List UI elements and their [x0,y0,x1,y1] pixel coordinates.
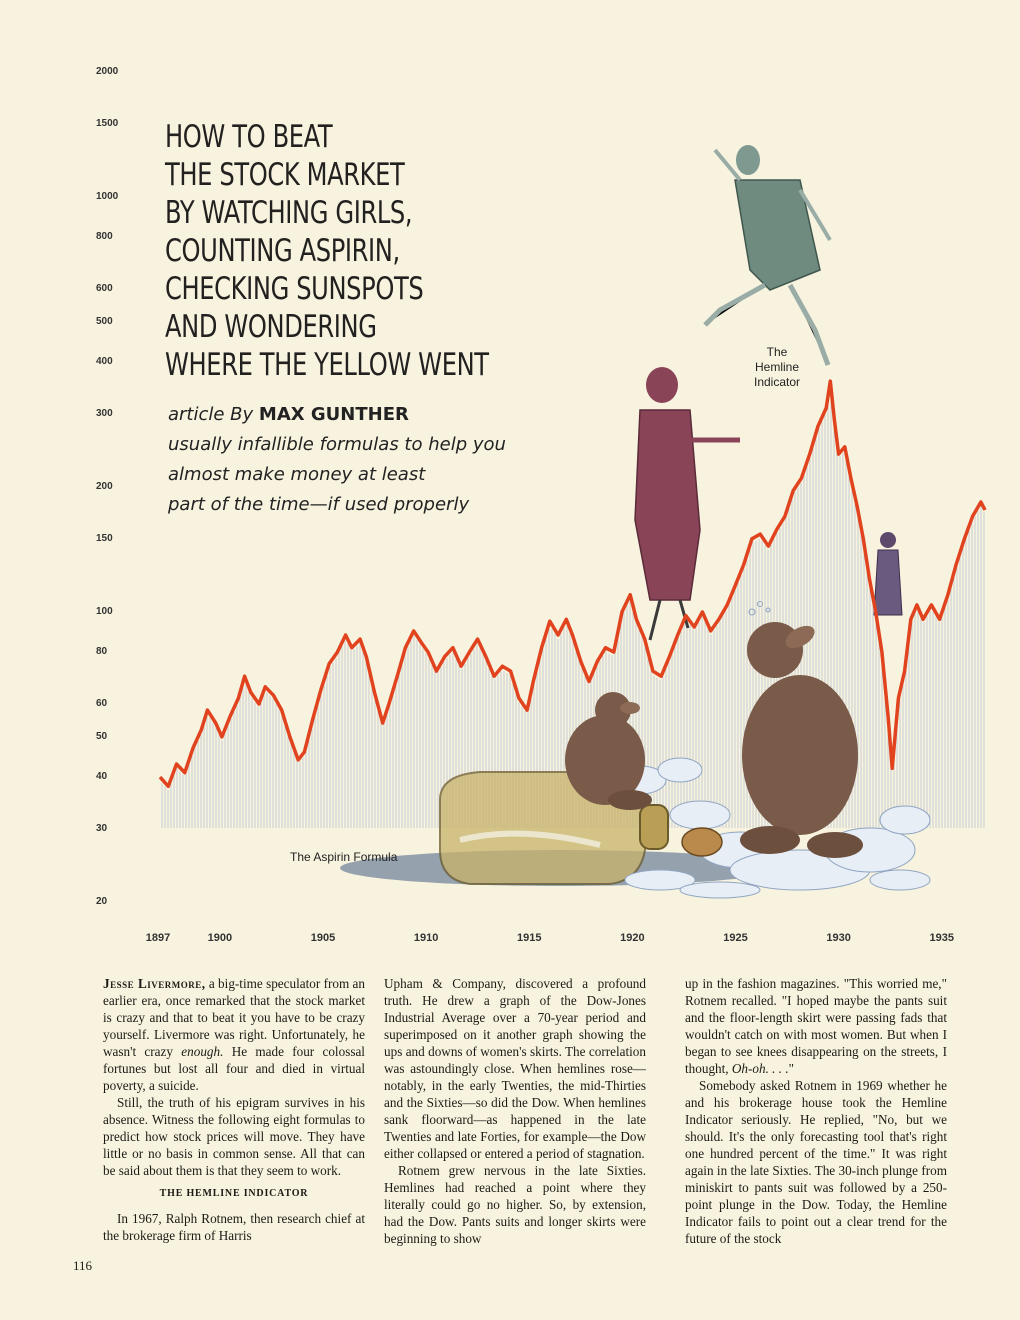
deck-line: almost make money at least [168,464,426,485]
body-paragraph: Upham & Company, discovered a profound truth. He drew a graph of the Dow-Jones Industrial Average over a 70-year period and superimposed on it another graph showing the ups and downs of women's skirts. The correlation was astoundingly close. When hemlines rose—notably, in the early Twenties, the mid-Thirties and the Sixties—so did the Dow. When hemlines sank floorward—as happened in the late Twenties and late Forties, for example—the Dow either collapsed or entered a period of stagnation. [384,976,646,1161]
headline-line: AND WONDERING [165,309,377,345]
y-tick-label: 100 [96,605,113,617]
body-column-1 [103,975,365,1244]
byline-prefix: article By [168,404,259,425]
small-bear-illustration [565,692,652,810]
x-tick-label: 1920 [620,932,645,944]
y-tick-label: 1000 [96,190,119,202]
y-tick-label: 40 [96,771,108,783]
deck-line: part of the time—if used properly [168,494,470,515]
body-paragraph: In 1967, Ralph Rotnem, then research chief at the brokerage firm of Harris [103,1211,365,1243]
headline-line: WHERE THE YELLOW WENT [165,347,489,383]
x-tick-label: 1897 [145,932,171,944]
headline-line: HOW TO BEAT [165,119,333,155]
y-tick-label: 400 [96,356,113,368]
headline [165,118,580,384]
lead-in: Jesse Livermore, [103,976,206,991]
flapper-dancer-illustration [705,145,830,365]
headline-line: BY WATCHING GIRLS, [165,195,413,231]
x-tick-label: 1935 [929,932,954,944]
caption-line: The [766,345,788,359]
y-tick-label: 300 [96,407,113,419]
y-tick-label: 200 [96,481,113,492]
large-bear-illustration [740,602,863,859]
caption-line: Indicator [753,375,801,389]
x-tick-label: 1915 [517,932,542,944]
body-column-2 [384,975,646,1247]
byline-author: MAX GUNTHER [258,404,409,425]
y-tick-label: 60 [96,697,108,709]
small-woman-illustration [874,532,902,615]
hemline-caption [738,345,816,390]
y-tick-label: 150 [96,532,113,544]
y-tick-label: 500 [96,315,113,327]
page-number: 116 [73,1258,93,1273]
headline-line: THE STOCK MARKET [165,157,405,193]
cork-illustration [682,828,722,856]
y-tick-label: 2000 [96,66,119,77]
headline-line: COUNTING ASPIRIN, [165,233,400,269]
body-paragraph: Rotnem grew nervous in the late Sixties. Hemlines had reached a point where they literally could go no higher. So, by extension, had the Dow. Pants suits and longer skirts were beginning to show [384,1163,646,1246]
headline-line: CHECKING SUNSPOTS [165,271,424,307]
emphasis: enough. [181,1044,224,1059]
cloaked-woman-illustration [635,367,740,640]
y-tick-label: 20 [96,896,108,907]
aspirin-caption: The Aspirin Formula [290,850,398,864]
body-paragraph: Still, the truth of his epigram survives in his absence. Witness the following eight formulas to predict how stock prices will move. They have little or no basis in common sense. All that can be said about them is that they seem to work. [103,1095,365,1178]
caption-line: Hemline [754,360,799,374]
y-tick-label: 80 [96,646,108,658]
body-column-3 [685,975,947,1247]
x-tick-label: 1910 [413,932,439,944]
emphasis: Oh-oh. . . . [731,1061,789,1076]
body-paragraph: up in the fashion magazines. "This worried me," Rotnem recalled. "I hoped maybe the pants suit and the floor-length skirt were passing fads that wouldn't catch on with most women. But when I began to see knees disappearing on the streets, I thought, Oh-oh. . . ." [685,976,947,1076]
byline [168,400,506,430]
y-tick-label: 600 [96,282,113,294]
y-tick-label: 800 [96,231,113,243]
body-paragraph: Somebody asked Rotnem in 1969 whether he and his brokerage house took the Hemline Indicator seriously. He replied, "No, but we should. It's the only forecasting tool that's right one hundred percent of the time." It was right again in the late Sixties. The 30-inch plunge from miniskirt to pants suit was followed by a 250-point plunge in the Dow. Today, the Hemline Indicator fails to point out a clear trend for the future of the stock [685,1078,947,1246]
x-tick-label: 1900 [207,932,233,944]
y-tick-label: 30 [96,822,108,834]
y-tick-label: 50 [96,730,108,742]
body-paragraph: Jesse Livermore, a big-time speculator from an earlier era, once remarked that the stock market is crazy and that to beat it you have to be crazy yourself. Livermore was right. Unfortunately, he wasn't crazy enough. He made four colossal fortunes but lost all four and died in virtual poverty, a suicide. [103,976,365,1093]
article-deck [168,400,506,520]
deck-line: usually infallible formulas to help you [168,434,506,455]
y-tick-label: 1500 [96,117,119,129]
x-tick-label: 1930 [826,932,851,944]
section-subhead: THE HEMLINE INDICATOR [159,1188,309,1199]
x-tick-label: 1925 [723,932,748,944]
x-tick-label: 1905 [310,932,336,944]
